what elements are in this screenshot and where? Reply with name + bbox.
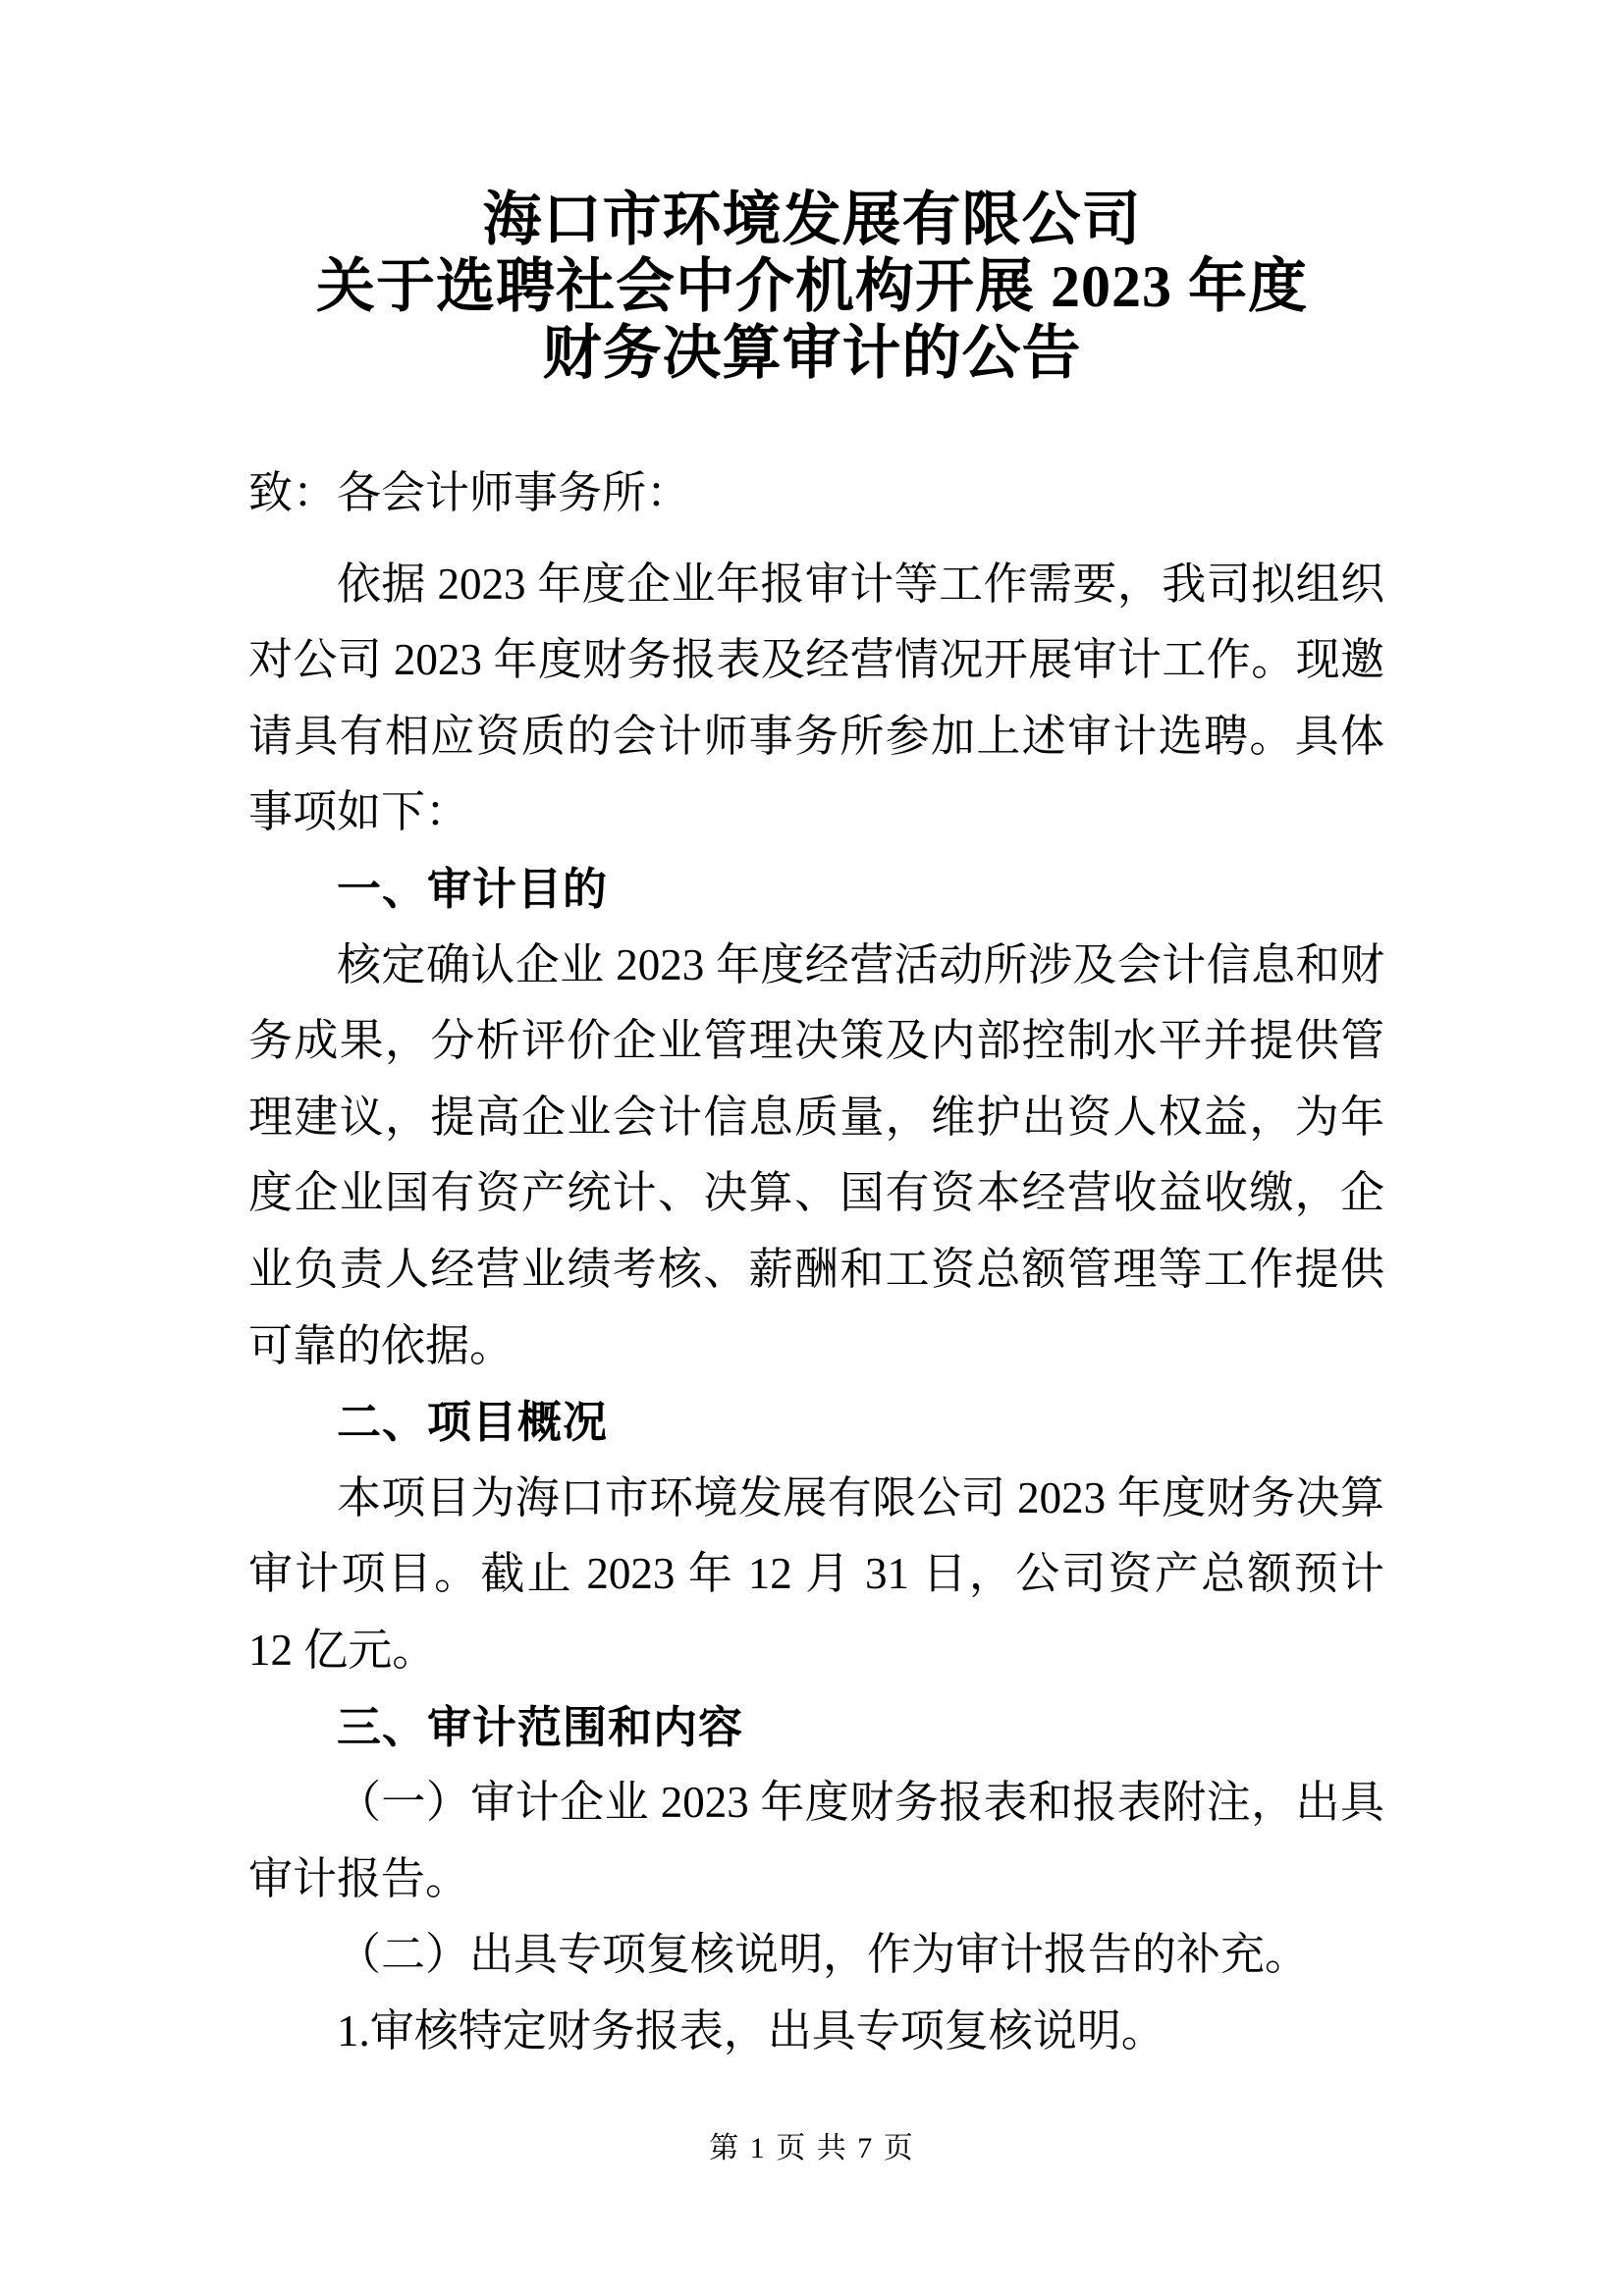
title-line-2: 关于选聘社会中介机构开展 2023 年度 — [316, 254, 1308, 319]
page-number-footer: 第 1 页 共 7 页 — [709, 2132, 915, 2164]
body-paragraph: 核定确认企业 2023 年度经营活动所涉及会计信息和财务成果，分析评价企业管理决策及内部控制水平并提供管理建议，提高企业会计信息质量，维护出资人权益，为年度企业国有资产统计、决算、国有资本经营收益收缴，企业负责人经营业绩考核、薪酬和工资总额管理等工作提供可靠的依据。 — [248, 939, 1384, 1370]
document-title — [0, 0, 1624, 387]
body-paragraph: （一）审计企业 2023 年度财务报表和报表附注，出具审计报告。 — [248, 1778, 1384, 1903]
body-paragraph: 1.审核特定财务报表，出具专项复核说明。 — [337, 2005, 1165, 2056]
title-line-3: 财务决算审计的公告 — [542, 321, 1082, 386]
body-paragraph: 依据 2023 年度企业年报审计等工作需要，我司拟组织对公司 2023 年度财务报表及经营情况开展审计工作。现邀请具有相应资质的会计师事务所参加上述审计选聘。具体事项如下： — [248, 559, 1384, 837]
sections-container — [248, 547, 1384, 2070]
document-body — [248, 455, 1384, 2069]
section-heading: 一、审计目的 — [337, 863, 609, 914]
title-line-1: 海口市环境发展有限公司 — [482, 187, 1142, 252]
section-heading: 二、项目概况 — [337, 1397, 609, 1448]
section-heading: 三、审计范围和内容 — [337, 1701, 744, 1752]
body-paragraph: 本项目为海口市环境发展有限公司 2023 年度财务决算审计项目。截止 2023 年 12 月 31 日，公司资产总额预计 12 亿元。 — [248, 1472, 1384, 1675]
body-paragraph: （二）出具专项复核说明，作为审计报告的补充。 — [337, 1930, 1310, 1980]
salutation-line: 致：各会计师事务所： — [248, 468, 691, 517]
